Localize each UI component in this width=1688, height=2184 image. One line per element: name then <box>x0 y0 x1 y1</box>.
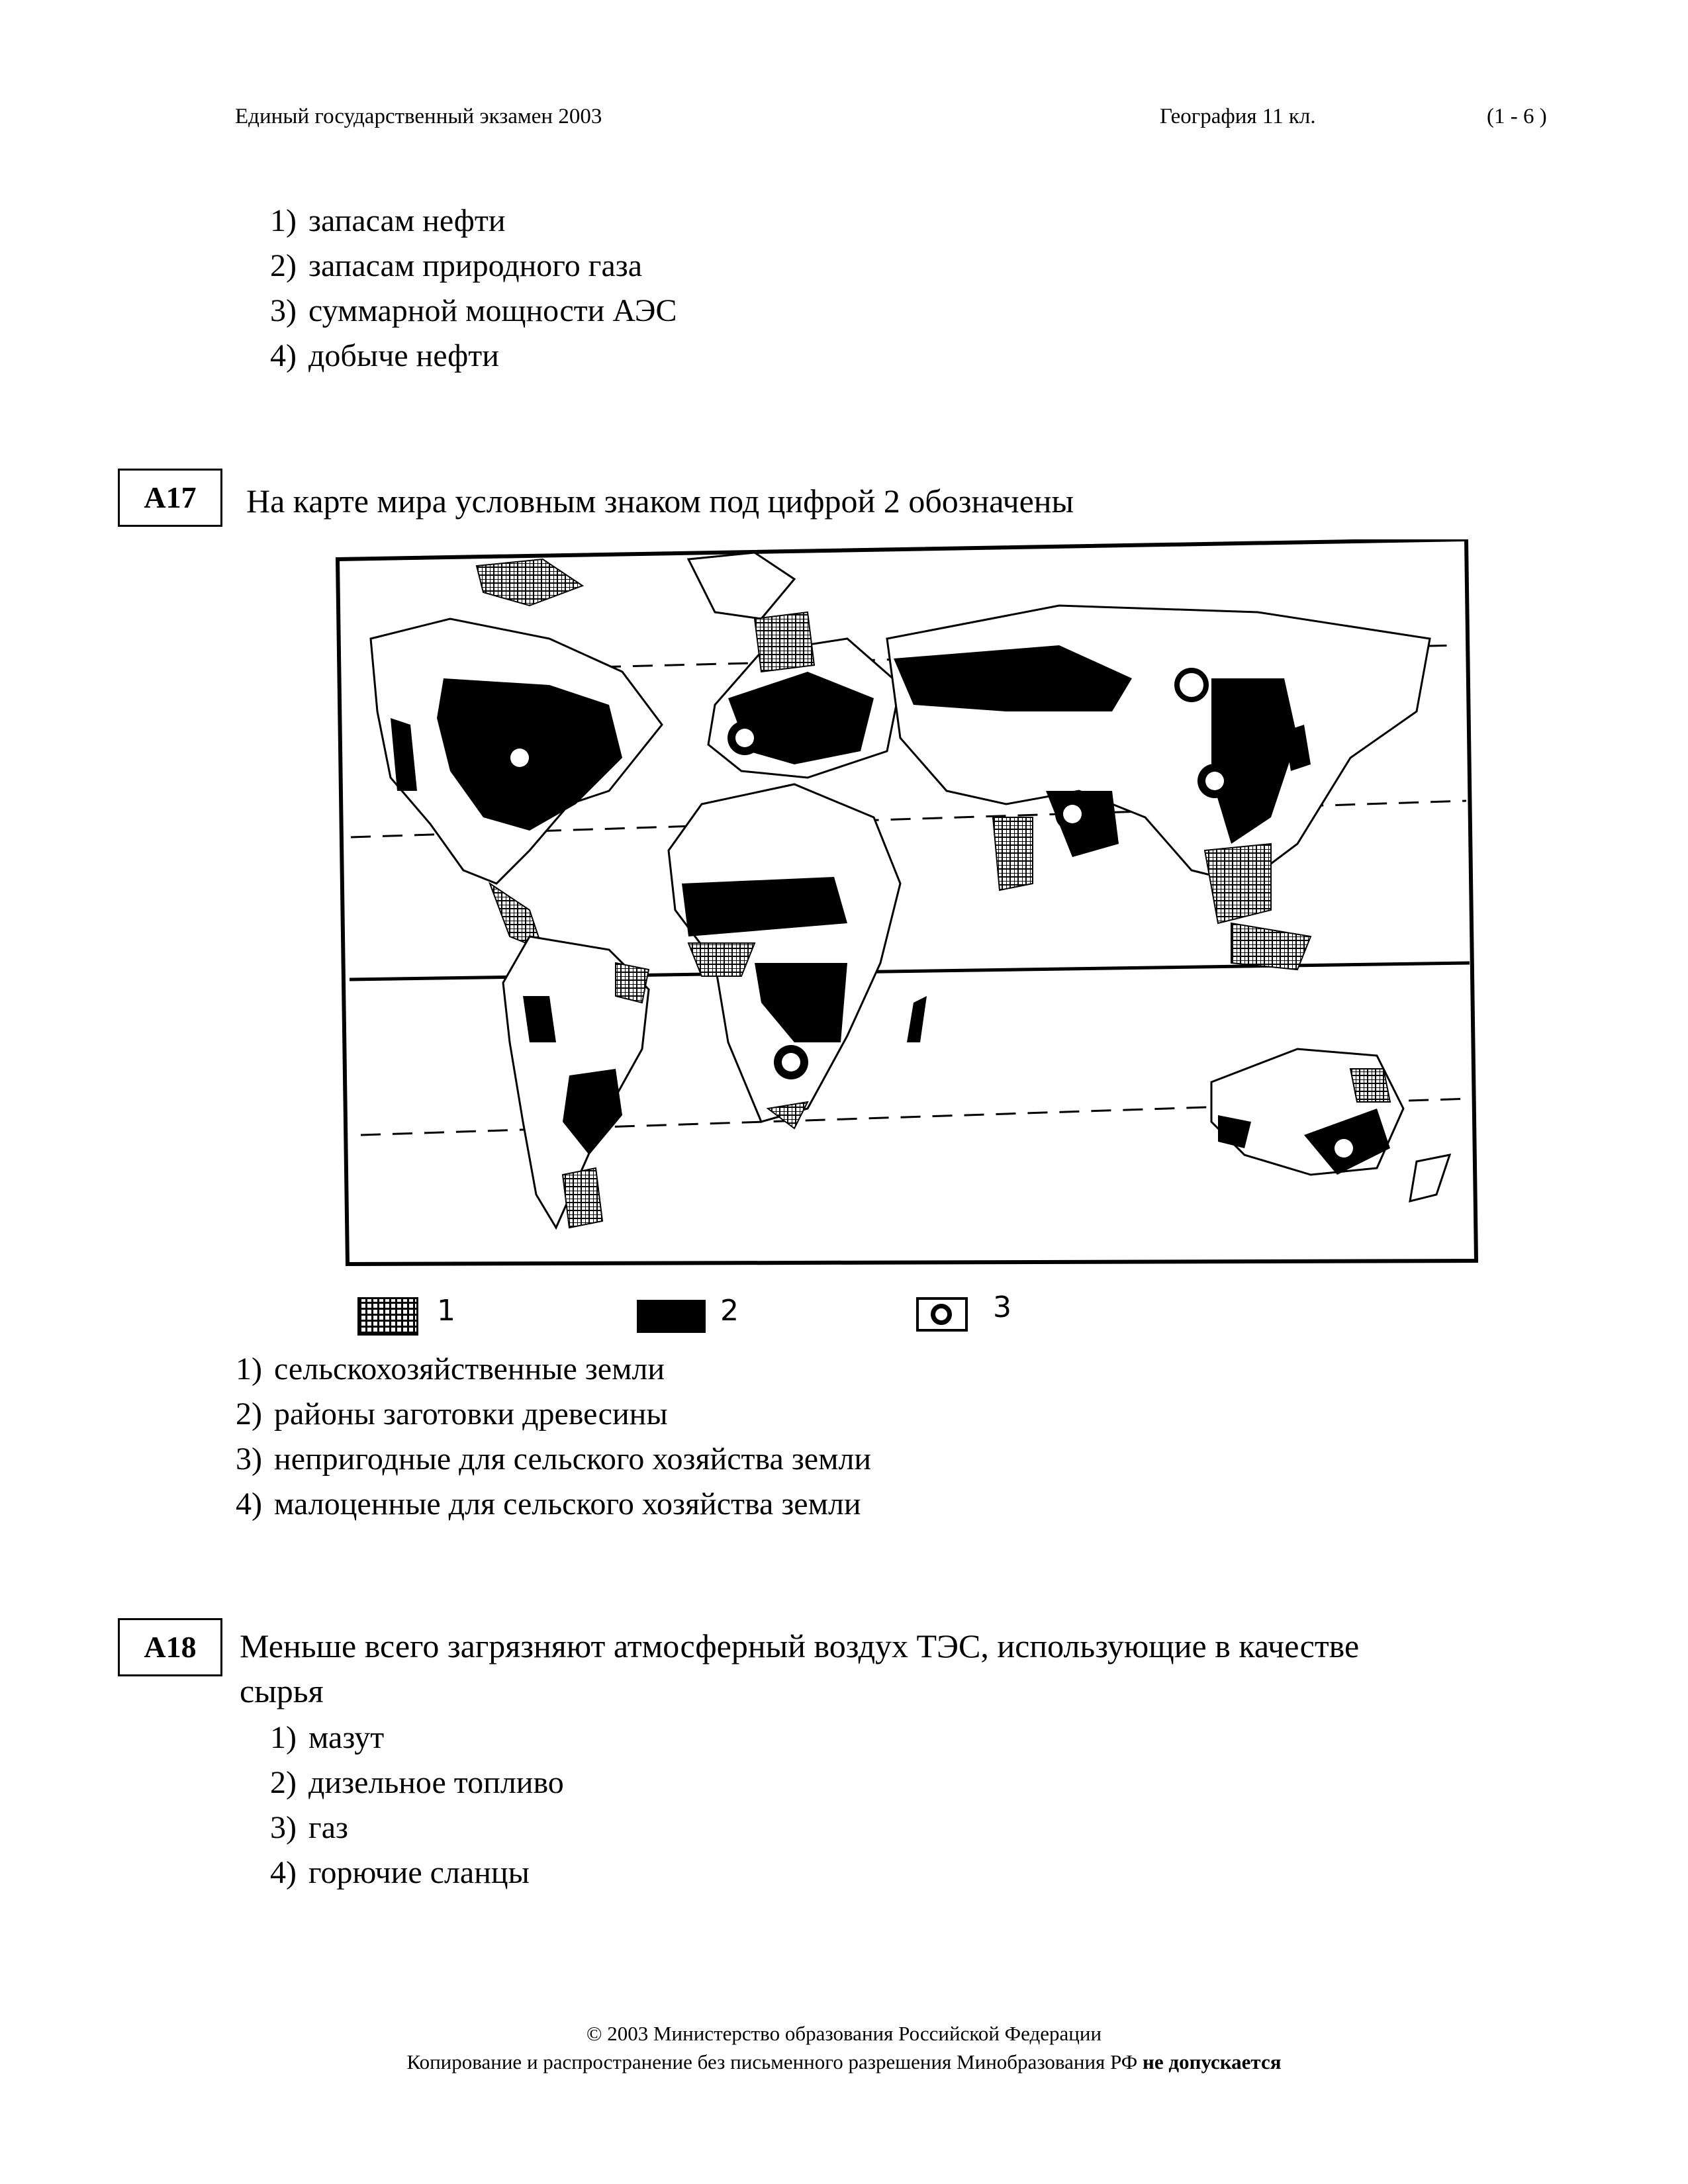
ring-icon <box>931 1304 952 1325</box>
legend-label-3: 3 <box>993 1291 1011 1324</box>
subject-title: География 11 кл. <box>1160 105 1316 128</box>
question-text-a17: На карте мира условным знаком под цифрой 2 обозначены <box>246 482 1074 520</box>
question-label-a18: A18 <box>118 1618 222 1676</box>
world-map <box>331 539 1483 1274</box>
answer-option[interactable]: 4) горючие сланцы <box>270 1855 530 1890</box>
footer-notice-bold: не допускается <box>1143 2050 1282 2073</box>
answer-option[interactable]: 4) малоценные для сельского хозяйства земли <box>236 1486 861 1522</box>
answer-option[interactable]: 4) добыче нефти <box>270 338 499 373</box>
answer-option[interactable]: 1) сельскохозяйственные земли <box>236 1351 665 1387</box>
legend-filled-swatch <box>637 1300 706 1333</box>
prev-question-options <box>238 199 677 379</box>
legend-label-2: 2 <box>720 1294 739 1328</box>
a18-options <box>238 1715 564 1895</box>
legend-hatched-swatch <box>357 1297 418 1336</box>
answer-option[interactable]: 2) дизельное топливо <box>270 1765 564 1800</box>
footer-copyright: © 2003 Министерство образования Российской Федерации <box>586 2022 1102 2045</box>
exam-title: Единый государственный экзамен 2003 <box>235 105 602 128</box>
a17-options <box>204 1347 871 1527</box>
page-range: (1 - 6 ) <box>1487 105 1547 128</box>
answer-option[interactable]: 3) газ <box>270 1810 348 1845</box>
footer-notice: Копирование и распространение без письменного разрешения Минобразования РФ не допускается <box>406 2050 1282 2073</box>
legend-ring-swatch <box>916 1297 968 1332</box>
answer-option[interactable]: 3) суммарной мощности АЭС <box>270 293 677 328</box>
question-text-a18-line2: сырья <box>240 1672 324 1709</box>
answer-option[interactable]: 3) непригодные для сельского хозяйства земли <box>236 1441 872 1477</box>
answer-option[interactable]: 2) запасам природного газа <box>270 248 643 283</box>
question-label-a17: A17 <box>118 469 222 527</box>
answer-option[interactable]: 1) мазут <box>270 1720 385 1755</box>
legend-label-1: 1 <box>437 1294 455 1328</box>
question-text-a18-line1: Меньше всего загрязняют атмосферный воздух ТЭС, использующие в качестве <box>240 1627 1360 1664</box>
answer-option[interactable]: 1) запасам нефти <box>270 203 506 238</box>
answer-option[interactable]: 2) районы заготовки древесины <box>236 1396 668 1432</box>
